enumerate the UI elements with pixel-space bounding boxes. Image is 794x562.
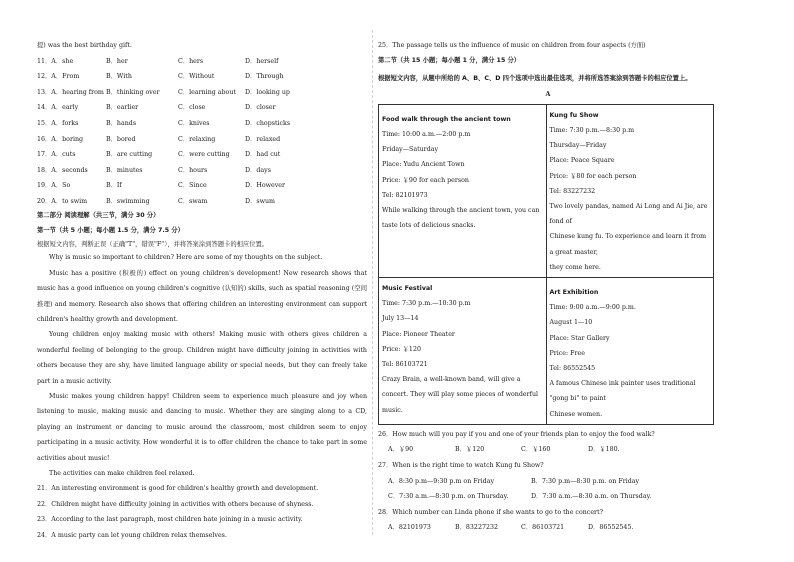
cloze-option-row (37, 54, 367, 70)
option-b[interactable]: B．￥120 (455, 446, 485, 454)
ad-title: Art Exhibition (549, 289, 599, 297)
option-d[interactable]: D．However (245, 182, 286, 190)
ad-kung-fu-show (546, 104, 714, 277)
ad-place: Place: Star Gallery (549, 334, 610, 342)
option-d[interactable]: D．closer (245, 104, 276, 112)
option-a[interactable]: 15．A．forks (37, 119, 79, 127)
option-d[interactable]: D．7:30 a.m.—8:30 a.m. on Thursday. (531, 493, 652, 501)
option-a[interactable]: 13．A．hearing from (37, 88, 104, 96)
ad-music-festival (379, 278, 547, 425)
option-d[interactable]: D．herself (245, 57, 279, 65)
ad-title: Kung fu Show (549, 111, 599, 119)
option-c[interactable]: C．close (178, 104, 206, 112)
passage-paragraph: Music makes young children happy! Children seem to experience much pleasure and joy when listening to music, making music and dancing to music. Whether they are singing along to a CD, playing an instrument or dancing to music around the classroom, most children seem to enjoy participating in a music activity. How wonderful it is to offer children the chance to take part in some activities about music! (37, 392, 367, 462)
ad-place: Place: Pioneer Theater (382, 330, 455, 338)
passage-closing: The activities can make children feel relaxed. (49, 470, 195, 477)
option-c[interactable]: C．￥160 (521, 446, 551, 454)
q27-options-row1 (378, 474, 718, 490)
cloze-option-row (37, 69, 367, 85)
section1-instruction: 根据短文内容，判断正误（正确"T"，错误"F"），并将答案涂到答题卡的相应位置。 (37, 240, 269, 248)
option-a[interactable]: A．￥90 (388, 446, 414, 454)
cloze-option-row (37, 178, 367, 194)
option-b[interactable]: B．hands (106, 119, 137, 127)
ad-tel: Tel: 86552545 (549, 365, 596, 373)
option-b[interactable]: B．With (106, 73, 132, 81)
ad-time: Time: 10:00 a.m.—2:00 p.m (382, 130, 471, 138)
question-28: 28．Which number can Linda phone if she wants to go to the concert? (378, 508, 603, 516)
option-c[interactable]: C．86103721 (521, 524, 565, 532)
passage-paragraph: Music has a positive (积极的) effect on young children's development! New research shows that music has a good influence on young children's cognitive (认知的) skills, such as spatial reasoning (空间推理) and memory. Research also shows that offering children an interesting environment can support children's healthy growth and development. (37, 269, 367, 323)
cloze-option-row (37, 163, 367, 179)
option-b[interactable]: B．minutes (106, 166, 143, 174)
ad-description: Chinese women. (549, 410, 603, 418)
question-27: 27．When is the right time to watch Kung fu Show? (378, 462, 544, 470)
column-divider (372, 30, 374, 535)
ad-description: While walking through the ancient town, you can (382, 207, 540, 214)
section2-instruction: 根据短文内容，从题中所给的 A、B、C、D 四个选项中选出最佳选项，并将所选答案涂到答题卡的相应位置上。 (378, 75, 692, 83)
option-c[interactable]: C．Without (178, 73, 215, 81)
ad-place: Place: Yudu Ancient Town (382, 161, 465, 169)
option-a[interactable]: 16．A．boring (37, 135, 84, 143)
option-d[interactable]: D．looking up (245, 88, 290, 96)
tf-statement[interactable]: 24．A music party can let young children relax themselves. (37, 531, 227, 539)
option-c[interactable]: C．were cutting (178, 151, 230, 159)
ad-days: Thursday—Friday (549, 142, 607, 150)
cloze-options-list (37, 54, 367, 210)
ad-time: Time: 9:00 a.m.—9:00 p.m. (549, 304, 636, 312)
cloze-option-row (37, 194, 367, 210)
cloze-option-row (37, 116, 367, 132)
tf-statement[interactable]: 22．Children might have difficulty joining in activities with others because of shyness. (37, 500, 314, 508)
ad-days: Friday—Saturday (382, 146, 439, 154)
section2-heading: 第二节（共 15 小题；每小题 1 分，满分 15 分） (378, 56, 521, 64)
option-d[interactable]: D．chopsticks (245, 119, 291, 127)
option-d[interactable]: D．had cut (245, 151, 281, 159)
tf-statement[interactable]: 23．According to the last paragraph, most children hate joining in a music activity. (37, 516, 303, 524)
option-a[interactable]: 11．A．she (37, 57, 74, 65)
option-c[interactable]: C．7:30 a.m.—8:30 p.m. on Thursday. (388, 493, 509, 501)
cloze-option-row (37, 85, 367, 101)
ad-title: Music Festival (382, 285, 433, 293)
option-a[interactable]: 12．A．From (37, 73, 80, 81)
ad-description: concert. They will play some pieces of wonderful (382, 391, 539, 399)
ad-price: Price: Free (549, 349, 585, 357)
option-a[interactable]: A．82101973 (388, 524, 431, 532)
right-column (378, 38, 718, 536)
tf-statement[interactable]: 21．An interesting environment is good for children's healthy growth and development. (37, 485, 319, 493)
option-b[interactable]: B．83227232 (455, 524, 498, 532)
option-b[interactable]: B．her (106, 57, 128, 65)
ad-description: A famous Chinese ink painter uses traditional "gong bi" to paint (549, 380, 696, 403)
part2-heading: 第二部分 阅读理解（共三节，满分 30 分） (37, 211, 160, 219)
ad-description: Chinese kung fu. To experience and learn it from a great master, (549, 233, 707, 256)
ad-description: Two lovely pandas, named Ai Long and Ai Jie, are fond of (549, 203, 708, 226)
ad-time: Time: 7:30 p.m.—10:30 p.m (382, 300, 471, 308)
ad-art-exhibition (546, 278, 714, 425)
question-26: 26．How much will you pay if you and one of your friends plan to enjoy the food walk? (378, 430, 655, 438)
option-b[interactable]: B．thinking over (106, 88, 160, 96)
ad-description: taste lots of delicious snacks. (382, 222, 476, 230)
ad-days: July 13—14 (382, 315, 419, 323)
option-c[interactable]: C．knives (178, 119, 210, 127)
option-b[interactable]: B．earlier (106, 104, 139, 112)
ads-table (378, 104, 714, 425)
ad-description: Crazy Brain, a well-known band, will give a (382, 376, 521, 384)
cloze-intro-fragment: 提) was the best birthday gift. (37, 42, 132, 49)
option-c[interactable]: C．hers (178, 57, 204, 65)
ad-tel: Tel: 86103721 (382, 361, 428, 369)
option-c[interactable]: C．Since (178, 182, 207, 190)
passage-label: A (545, 91, 551, 99)
ad-tel: Tel: 83227232 (549, 187, 596, 195)
q28-options (378, 520, 718, 536)
passage-paragraph: Young children enjoy making music with others! Making music with others gives children a wonderful feeling of belonging to the group. Children might have difficulty joining in activities with others because they are shy, have limited language ability or special needs, but they can freely take part in a music activity. (37, 331, 367, 385)
ad-price: Price: ￥120 (382, 345, 421, 353)
ad-time: Time: 7:30 p.m.—8:30 p.m (549, 126, 635, 134)
ad-price: Price: ￥90 for each person (382, 176, 469, 184)
option-d[interactable]: D．Through (245, 73, 284, 81)
cloze-option-row (37, 132, 367, 148)
option-b[interactable]: B．are cutting (106, 151, 153, 159)
option-c[interactable]: C．hours (178, 166, 208, 174)
option-a[interactable]: 19．A．So (37, 182, 71, 190)
option-b[interactable]: B．7:30 p.m—8:30 p.m. on Friday (531, 477, 640, 485)
ad-days: August 1—10 (549, 319, 593, 327)
option-c[interactable]: C．learning about (178, 88, 236, 96)
ad-tel: Tel: 82101973 (382, 191, 428, 199)
ad-price: Price: ￥80 for each person (549, 172, 637, 180)
option-c[interactable]: C．swam (178, 197, 208, 205)
option-b[interactable]: B．If (106, 182, 122, 190)
cloze-option-row (37, 100, 367, 116)
option-a[interactable]: 17．A．cuts (37, 151, 76, 159)
option-d[interactable]: D．86552545. (588, 524, 634, 532)
section1-heading: 第一节（共 5 小题；每小题 1.5 分，满分 7.5 分） (37, 227, 184, 235)
question-25[interactable]: 25．The passage tells us the influence of music on children from four aspects (方面) (378, 42, 646, 49)
option-a[interactable]: A．8:30 p.m—9:30 p.m on Friday (388, 477, 495, 485)
option-b[interactable]: B．bored (106, 135, 136, 143)
option-c[interactable]: C．relaxing (178, 135, 216, 143)
ad-place: Place: Peace Square (549, 157, 615, 165)
option-d[interactable]: D．￥180. (588, 446, 620, 454)
left-column (37, 38, 367, 543)
ad-description: they come here. (549, 263, 601, 271)
option-d[interactable]: D．swum (245, 197, 275, 205)
q27-options-row2 (378, 489, 718, 505)
passage-question: Why is music so important to children? Here are some of my thoughts on the subject. (49, 254, 323, 262)
option-a[interactable]: 14．A．early (37, 104, 79, 112)
ad-title: Food walk through the ancient town (382, 115, 511, 123)
option-d[interactable]: D．days (245, 166, 271, 174)
q26-options (378, 442, 718, 458)
ad-description: music. (382, 406, 403, 414)
option-b[interactable]: B．swimming (106, 197, 150, 205)
cloze-option-row (37, 147, 367, 163)
option-d[interactable]: D．relaxed (245, 135, 281, 143)
ad-food-walk (379, 104, 547, 277)
option-a[interactable]: 18．A．seconds (37, 166, 88, 174)
option-a[interactable]: 20．A．to swim (37, 197, 88, 205)
